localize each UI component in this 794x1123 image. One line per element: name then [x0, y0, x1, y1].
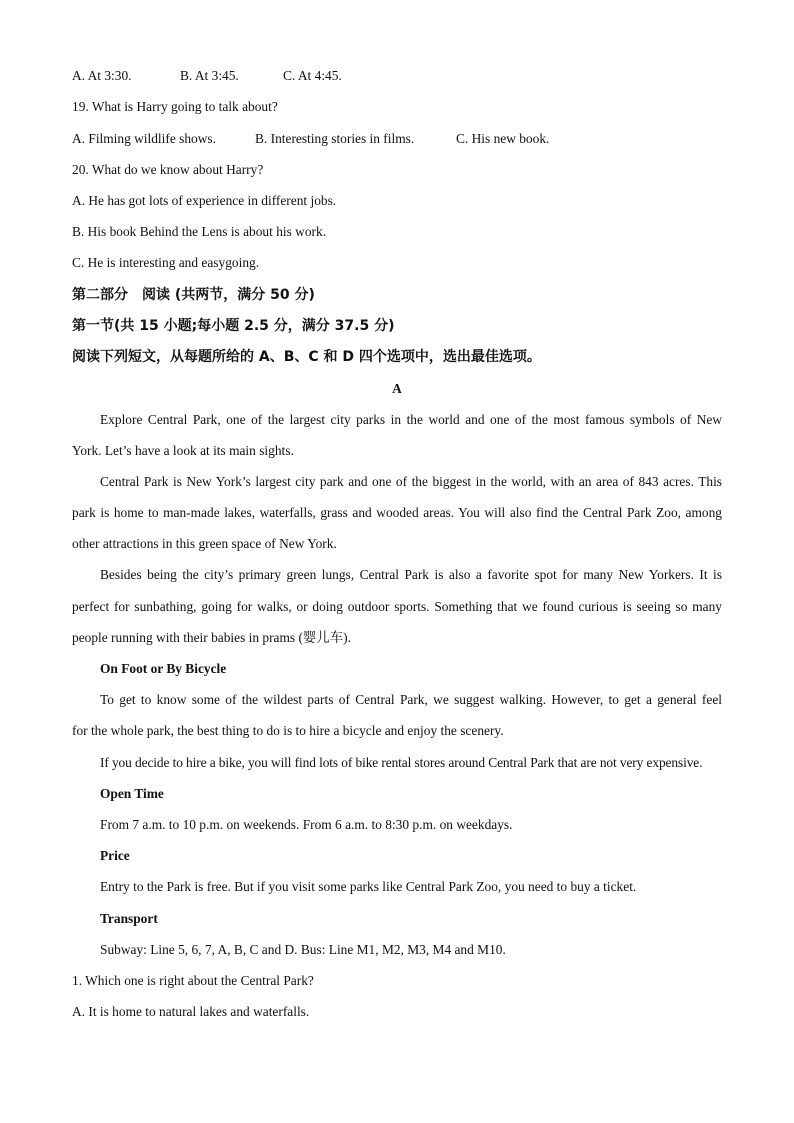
paragraph-2-line-3: other attractions in this green space of New York.: [72, 536, 337, 551]
q20-option-c: C. He is interesting and easygoing.: [72, 255, 260, 270]
paragraph-3-line-2: perfect for sunbathing, going for walks, or doing outdoor sports. Something that we found curious is seeing so many: [72, 599, 722, 614]
part-title: 第一节(共 15 小题;每小题 2.5 分，满分 37.5 分): [72, 318, 395, 334]
q18-option-a: A. At 3:30.: [72, 68, 132, 83]
passage-letter: A: [392, 381, 402, 396]
q18-option-c: C. At 4:45.: [283, 68, 342, 83]
paragraph-5: If you decide to hire a bike, you will find lots of bike rental stores around Central Park that are not very expensive.: [100, 755, 703, 770]
subheading-transport: Transport: [100, 911, 158, 926]
subheading-price: Price: [100, 848, 130, 863]
paragraph-4-line-1: To get to know some of the wildest parts of Central Park, we suggest walking. However, to get a general feel: [100, 692, 722, 707]
paragraph-1-line-2: York. Let’s have a look at its main sights.: [72, 443, 294, 458]
q19-options: [72, 131, 549, 147]
q19-question: 19. What is Harry going to talk about?: [72, 99, 278, 114]
paragraph-3-line-3: people running with their babies in prams (婴儿车).: [72, 630, 351, 645]
transport-text: Subway: Line 5, 6, 7, A, B, C and D. Bus: Line M1, M2, M3, M4 and M10.: [100, 942, 506, 957]
open-time-text: From 7 a.m. to 10 p.m. on weekends. From 6 a.m. to 8:30 p.m. on weekdays.: [100, 817, 513, 832]
paragraph-4-line-2: for the whole park, the best thing to do is to hire a bicycle and enjoy the scenery.: [72, 723, 504, 738]
q20-option-a: A. He has got lots of experience in different jobs.: [72, 193, 337, 208]
q19-option-a: A. Filming wildlife shows.: [72, 131, 216, 146]
paragraph-1-line-1: Explore Central Park, one of the largest city parks in the world and one of the most famous symbols of New: [100, 412, 722, 427]
section-title: 第二部分 阅读 (共两节，满分 50 分): [72, 287, 315, 303]
paragraph-3-line-1: Besides being the city’s primary green lungs, Central Park is also a favorite spot for many New Yorkers. It is: [100, 567, 722, 582]
q20-option-b: B. His book Behind the Lens is about his work.: [72, 224, 327, 239]
subheading-on-foot: On Foot or By Bicycle: [100, 661, 227, 676]
q18-option-b: B. At 3:45.: [180, 68, 239, 83]
q18-options: [72, 68, 342, 84]
q1-option-a: A. It is home to natural lakes and waterfalls.: [72, 1004, 310, 1019]
subheading-open-time: Open Time: [100, 786, 164, 801]
q19-option-b: B. Interesting stories in films.: [255, 131, 415, 146]
paragraph-2-line-1: Central Park is New York’s largest city park and one of the biggest in the world, with an area of 843 acres. This: [100, 474, 722, 489]
q19-option-c: C. His new book.: [456, 131, 550, 146]
price-text: Entry to the Park is free. But if you visit some parks like Central Park Zoo, you need to buy a ticket.: [100, 879, 637, 894]
q20-question: 20. What do we know about Harry?: [72, 162, 264, 177]
q1-question: 1. Which one is right about the Central Park?: [72, 973, 314, 988]
paragraph-2-line-2: park is home to man-made lakes, waterfalls, grass and wooded areas. You will also find the Central Park Zoo, among: [72, 505, 722, 520]
section-instruction: 阅读下列短文，从每题所给的 A、B、C 和 D 四个选项中，选出最佳选项。: [72, 349, 541, 365]
